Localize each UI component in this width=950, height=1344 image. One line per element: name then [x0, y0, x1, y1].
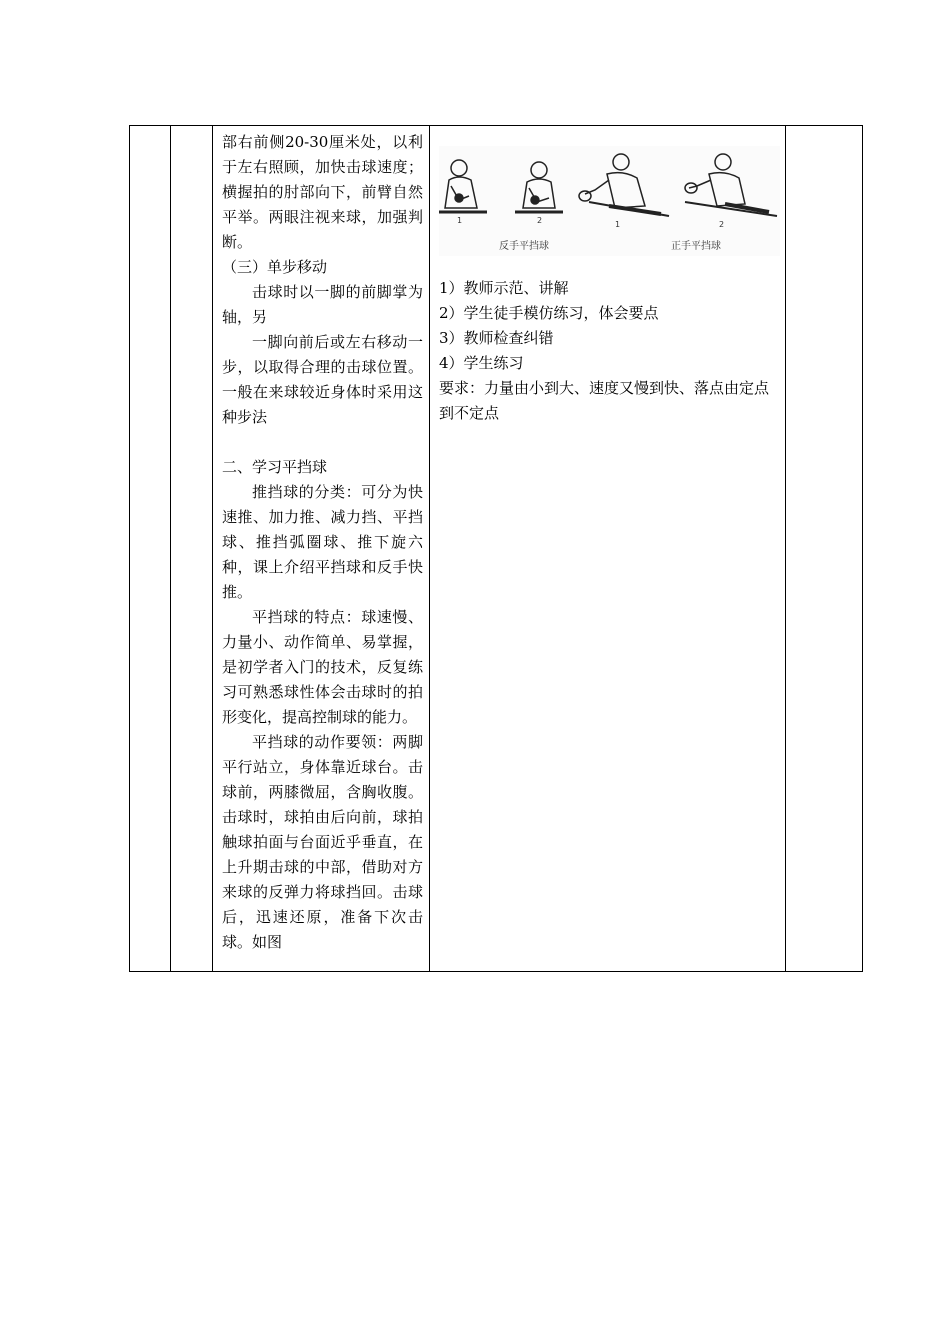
- block-shot-illustration: [439, 146, 780, 256]
- lesson-table: [129, 125, 863, 972]
- heading-single-step: （三）单步移动: [222, 258, 328, 276]
- step-4: 4）学生练习: [439, 354, 524, 372]
- content-cell: [213, 126, 430, 972]
- method-cell: [430, 126, 786, 972]
- heading-block-shot: 二、学习平挡球: [222, 458, 328, 476]
- paragraph-single-step-b: 一脚向前后或左右移动一步，以取得合理的击球位置。一般在来球较近身体时采用这种步法: [222, 333, 423, 426]
- requirement: 要求：力量由小到大、速度又慢到快、落点由定点到不定点: [439, 379, 770, 422]
- frame-label-2: 2: [537, 216, 543, 225]
- frame-label-3: 1: [615, 220, 621, 229]
- paragraph-block-technique: 平挡球的动作要领：两脚平行站立，身体靠近球台。击球前，两膝微屈，含胸收腹。击球时，球拍由后向前，球拍触球拍面与台面近乎垂直，在上升期击球的中部，借助对方来球的反弹力将球挡回。击球后，迅速还原，准备下次击球。如图: [222, 733, 423, 951]
- paragraph-single-step-a: 击球时以一脚的前脚掌为轴，另: [222, 283, 423, 326]
- paragraph-block-types: 推挡球的分类：可分为快速推、加力推、减力挡、平挡球、推挡弧圈球、推下旋六种，课上介绍平挡球和反手快推。: [222, 483, 423, 601]
- empty-cell-5: [786, 126, 863, 972]
- step-3: 3）教师检查纠错: [439, 329, 554, 347]
- caption-forehand: 正手平挡球: [671, 241, 721, 252]
- empty-cell-2: [171, 126, 213, 972]
- frame-label-4: 2: [719, 220, 725, 229]
- empty-cell-1: [130, 126, 171, 972]
- table-row: [130, 126, 863, 972]
- caption-backhand: 反手平挡球: [499, 241, 549, 252]
- frame-label-1: 1: [457, 216, 463, 225]
- step-1: 1）教师示范、讲解: [439, 279, 569, 297]
- players-sketch: [439, 146, 780, 256]
- step-2: 2）学生徒手模仿练习，体会要点: [439, 304, 659, 322]
- paragraph-block-features: 平挡球的特点：球速慢、力量小、动作简单、易掌握，是初学者入门的技术，反复练习可熟悉球性体会击球时的拍形变化，提高控制球的能力。: [222, 608, 423, 726]
- paragraph-stance: 部右前侧20-30厘米处，以利于左右照顾，加快击球速度；横握拍的肘部向下，前臂自然平举。两眼注视来球，加强判断。: [222, 133, 423, 251]
